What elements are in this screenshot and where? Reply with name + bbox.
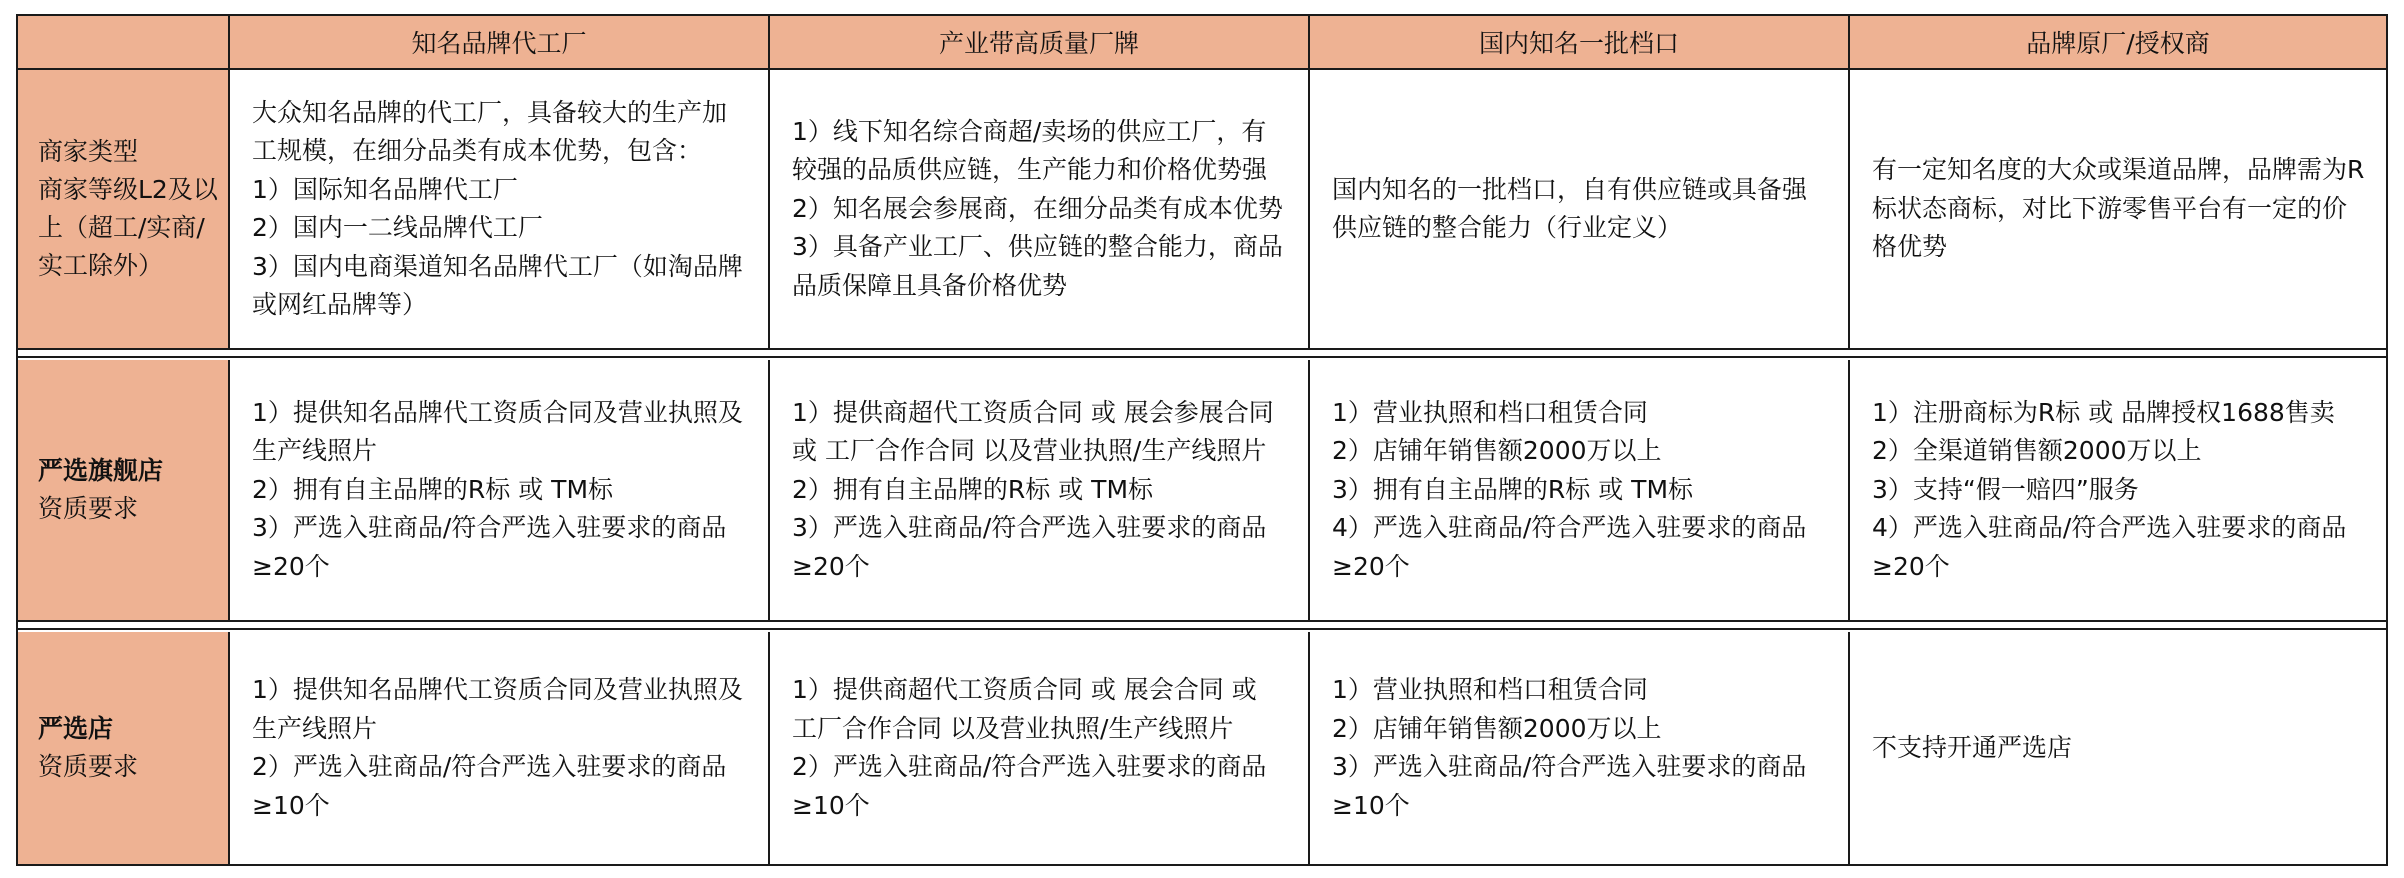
cell-line: 3）国内电商渠道知名品牌代工厂（如淘品牌	[252, 251, 743, 281]
table-cell	[770, 70, 1310, 350]
cell-line: 1）提供知名品牌代工资质合同及营业执照及	[252, 397, 743, 427]
cell-line: 3）严选入驻商品/符合严选入驻要求的商品	[1332, 752, 1807, 781]
cell-line: 3）支持“假一赔四”服务	[1872, 474, 2139, 504]
cell-line: 3）严选入驻商品/符合严选入驻要求的商品	[792, 513, 1267, 543]
row-header-line: 资质要求	[38, 494, 139, 523]
cell-text	[252, 671, 743, 825]
row-header	[18, 360, 230, 622]
column-header	[1850, 16, 2388, 70]
row-header-line: 商家类型	[38, 137, 139, 166]
column-header	[1310, 16, 1850, 70]
row-header	[18, 632, 230, 866]
cell-line: 3）拥有自主品牌的R标 或 TM标	[1332, 474, 1694, 504]
table-cell	[230, 360, 770, 622]
cell-line: ≥20个	[1332, 551, 1410, 581]
cell-line: 1）线下知名综合商超/卖场的供应工厂，有	[792, 116, 1267, 146]
cell-line: 1）营业执照和档口租赁合同	[1332, 675, 1648, 704]
cell-line: 2）店铺年销售额2000万以上	[1332, 713, 1662, 743]
cell-line: 1）提供商超代工资质合同 或 展会参展合同	[792, 397, 1274, 427]
cell-line: ≥10个	[1332, 790, 1410, 820]
cell-line: 2）拥有自主品牌的R标 或 TM标	[252, 474, 614, 504]
cell-text	[792, 394, 1274, 587]
cell-line: 大众知名品牌的代工厂，具备较大的生产加	[252, 97, 728, 127]
column-header-label: 产业带高质量厂牌	[938, 29, 1139, 58]
row-header-line: 上（超工/实商/	[38, 213, 205, 242]
cell-line: 1）提供知名品牌代工资质合同及营业执照及	[252, 675, 743, 704]
cell-line: 2）知名展会参展商，在细分品类有成本优势	[792, 193, 1283, 223]
cell-line: 3）具备产业工厂、供应链的整合能力，商品	[792, 232, 1283, 262]
table-cell	[230, 632, 770, 866]
cell-line: 国内知名的一批档口，自有供应链或具备强	[1332, 174, 1808, 204]
row-header-text	[38, 452, 163, 528]
cell-line: ≥20个	[1872, 551, 1950, 581]
table-cell	[1850, 70, 2388, 350]
column-header-label: 国内知名一批档口	[1478, 29, 1679, 58]
table-cell	[770, 632, 1310, 866]
row-header-line: 实工除外）	[38, 251, 164, 280]
cell-line: 2）店铺年销售额2000万以上	[1332, 436, 1662, 466]
row-header-title: 严选店	[38, 714, 114, 743]
row-header-text	[38, 133, 218, 285]
cell-line: 3）严选入驻商品/符合严选入驻要求的商品	[252, 513, 727, 543]
row-header-line: 资质要求	[38, 752, 139, 781]
table-cell	[1850, 632, 2388, 866]
cell-line: 较强的品质供应链，生产能力和价格优势强	[792, 155, 1268, 185]
row-header-line: 商家等级L2及以	[38, 175, 218, 204]
row-separator	[18, 350, 2386, 358]
cell-line: ≥10个	[252, 790, 330, 820]
cell-text	[1332, 171, 1807, 248]
cell-line: 2）严选入驻商品/符合严选入驻要求的商品	[792, 752, 1267, 781]
column-header	[770, 16, 1310, 70]
table-cell	[1850, 360, 2388, 622]
cell-text	[1872, 151, 2364, 267]
cell-line: 供应链的整合能力（行业定义）	[1332, 213, 1683, 242]
cell-line: 格优势	[1872, 232, 1948, 262]
cell-line: ≥20个	[792, 551, 870, 581]
cell-text	[1332, 671, 1806, 825]
cell-line: ≥10个	[792, 790, 870, 820]
table-cell	[770, 360, 1310, 622]
cell-line: 1）提供商超代工资质合同 或 展会合同 或	[792, 675, 1257, 704]
cell-line: 2）国内一二线品牌代工厂	[252, 213, 543, 242]
cell-text	[252, 94, 743, 325]
table-cell	[1310, 632, 1850, 866]
cell-line: 1）营业执照和档口租赁合同	[1332, 397, 1648, 427]
table-cell	[1310, 70, 1850, 350]
cell-line: 生产线照片	[252, 436, 378, 466]
cell-line: 4）严选入驻商品/符合严选入驻要求的商品	[1332, 513, 1807, 543]
cell-line: 生产线照片	[252, 713, 378, 743]
cell-line: 不支持开通严选店	[1872, 732, 2073, 762]
cell-line: 2）全渠道销售额2000万以上	[1872, 436, 2202, 466]
row-header-title: 严选旗舰店	[38, 456, 164, 485]
cell-line: 或 工厂合作合同 以及营业执照/生产线照片	[792, 436, 1267, 466]
cell-line: 或网红品牌等）	[252, 290, 428, 319]
cell-text	[792, 113, 1283, 306]
cell-line: 有一定知名度的大众或渠道品牌，品牌需为R	[1872, 155, 2365, 185]
cell-text	[792, 671, 1266, 825]
cell-line: 工规模，在细分品类有成本优势，包含：	[252, 136, 703, 165]
cell-text	[1872, 729, 2072, 768]
cell-text	[1332, 394, 1806, 587]
table-cell	[1310, 360, 1850, 622]
cell-line: 2）拥有自主品牌的R标 或 TM标	[792, 474, 1154, 504]
cell-text	[252, 394, 743, 587]
cell-line: 品质保障且具备价格优势	[792, 270, 1068, 300]
row-separator	[18, 622, 2386, 630]
cell-line: 2）严选入驻商品/符合严选入驻要求的商品	[252, 752, 727, 781]
table-cell	[230, 70, 770, 350]
qualification-table	[16, 14, 2388, 866]
cell-line: 标状态商标，对比下游零售平台有一定的价	[1872, 193, 2348, 223]
row-header-text	[38, 710, 138, 786]
cell-text	[1872, 394, 2346, 587]
cell-line: 4）严选入驻商品/符合严选入驻要求的商品	[1872, 513, 2347, 543]
row-header	[18, 70, 230, 350]
cell-line: 工厂合作合同 以及营业执照/生产线照片	[792, 713, 1234, 743]
column-header	[230, 16, 770, 70]
cell-line: 1）注册商标为R标 或 品牌授权1688售卖	[1872, 397, 2335, 427]
header-corner	[18, 16, 230, 70]
cell-line: ≥20个	[252, 551, 330, 581]
column-header-label: 知名品牌代工厂	[411, 29, 587, 58]
cell-line: 1）国际知名品牌代工厂	[252, 174, 518, 204]
column-header-label: 品牌原厂/授权商	[2026, 29, 2210, 58]
